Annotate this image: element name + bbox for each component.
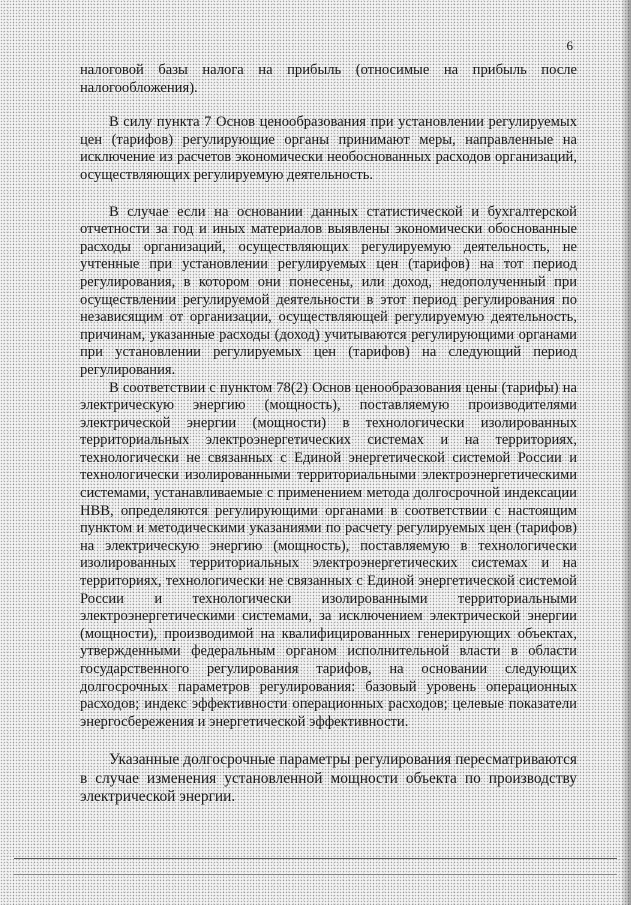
paragraph-parameters-revision: Указанные долгосрочные параметры регулирования пересматриваются в случае изменения установленной мощности объекта по производству электрической энергии. <box>80 751 577 806</box>
paragraph-unaccounted-expenses: В случае если на основании данных статистической и бухгалтерской отчетности за год и иных материалов выявлены экономически обоснованные расходы организаций, осуществляющих регулируемую деятельность, не учтенные при установлении регулируемых цен (тарифов) на тот период регулирования, в котором они понесены, или доход, недополученный при осуществлении регулируемой деятельности в этот период регулирования по независящим от организации, осуществляющей регулируемую деятельность, причинам, указанные расходы (доход) учитываются регулирующими органами при установлении регулируемых цен (тарифов) на следующий период регулирования. <box>80 203 577 378</box>
paragraph-continuation: налоговой базы налога на прибыль (относимые на прибыль после налогообложения). <box>80 62 577 96</box>
scan-edge-shadow <box>621 0 631 905</box>
footer-rule-secondary <box>14 874 617 875</box>
paragraph-pricing-point-78-2: В соответствии с пунктом 78(2) Основ ценообразования цены (тарифы) на электрическую энергию (мощность), поставляемую производителями электрической энергии (мощности) в технологически изолированных территориальных электроэнергетических системах и на территориях, технологически не связанных с Единой энергетической системой России и технологически изолированными территориальными электроэнергетическими системами, устанавливаемые с применением метода долгосрочной индексации НВВ, определяются регулирующими органами в соответствии с настоящим пунктом и методическими указаниями по расчету регулируемых цен (тарифов) на электрическую энергию (мощность), поставляемую в технологически изолированных территориальных электроэнергетических системах и на территориях, технологически не связанных с Единой энергетической системой России и технологически изолированными территориальными электроэнергетическими системами, за исключением электрической энергии (мощности), производимой на квалифицированных генерирующих объектах, утвержденными федеральным органом исполнительной власти в области государственного регулирования тарифов, на основании следующих долгосрочных параметров регулирования: базовый уровень операционных расходов; индекс эффективности операционных расходов; целевые показатели энергосбережения и энергетической эффективности. <box>80 379 577 730</box>
document-body <box>80 62 577 807</box>
paragraph-pricing-point-7: В силу пункта 7 Основ ценообразования при установлении регулируемых цен (тарифов) регулирующие органы принимают меры, направленные на исключение из расчетов экономически необоснованных расходов организаций, осуществляющих регулируемую деятельность. <box>80 114 577 183</box>
footer-rule <box>14 858 617 859</box>
page-number: 6 <box>566 38 573 53</box>
